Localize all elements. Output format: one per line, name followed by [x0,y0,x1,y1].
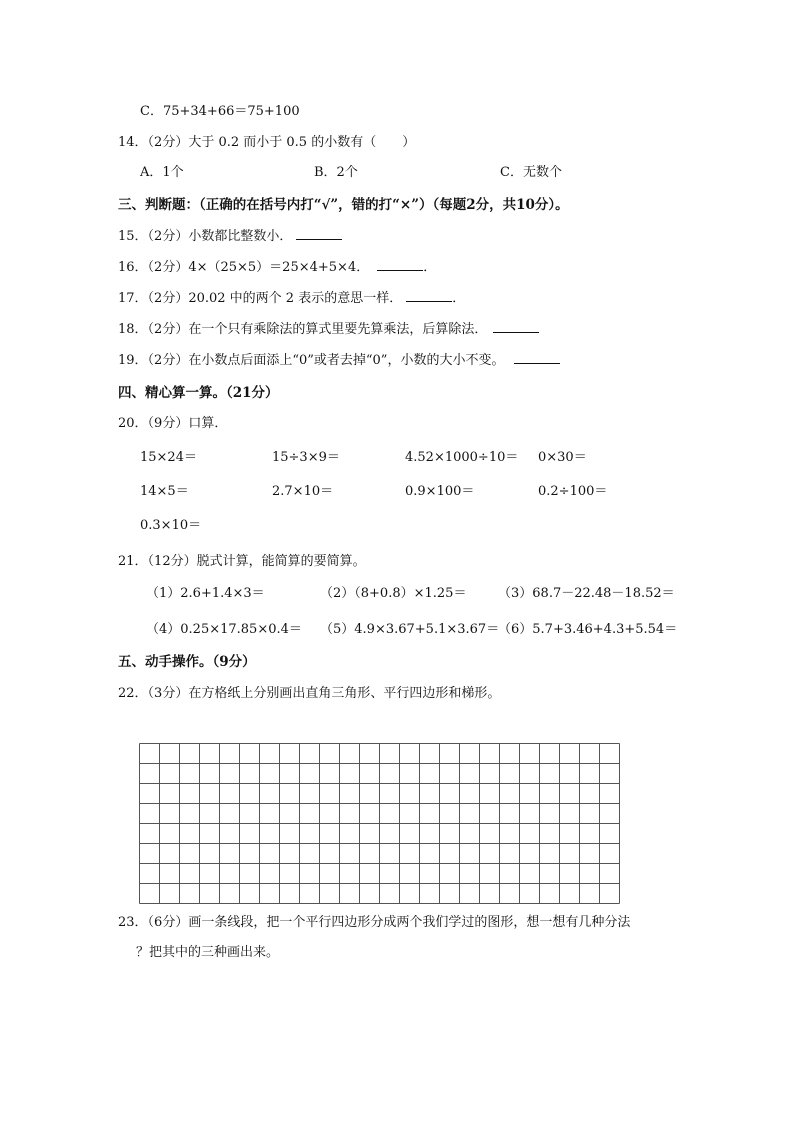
q18-line [118,320,539,340]
answer-blank[interactable] [406,289,452,302]
q21-stem: 21．（12分）脱式计算，能简算的要简算。 [118,554,366,569]
section-3-heading: 三、判断题：（正确的在括号内打“√”，错的打“×”）（每题2分，共10分）。 [118,197,569,213]
q23-line-1: 23．（6分）画一条线段，把一个平行四边形分成两个我们学过的图形，想一想有几种分法 [118,915,631,930]
q21-item: （3）68.7－22.48－18.52＝ [498,586,675,601]
q13-option-c: C．75+34+66＝75+100 [140,104,300,119]
q14-option-a: A．1个 [140,165,184,180]
q15-line [118,227,342,247]
answer-blank[interactable] [493,320,539,333]
q21-item: （1）2.6+1.4×3＝ [146,586,265,601]
q20-item: 4.52×1000÷10＝ [405,450,519,465]
q16-line [118,258,436,278]
q21-item: （5）4.9×3.67+5.1×3.67＝ [320,622,500,637]
q23-line-2: ？把其中的三种画出来。 [136,945,280,960]
q20-stem: 20．（9分）口算． [118,416,228,431]
q14-stem: 14．（2分）大于 0.2 而小于 0.5 的小数有（ ） [118,135,416,150]
q19-line [118,351,560,371]
q14-option-c: C．无数个 [500,165,562,180]
q22-stem: 22．（3分）在方格纸上分别画出直角三角形、平行四边形和梯形。 [118,686,501,701]
answer-blank[interactable] [296,227,342,240]
graph-paper-grid[interactable] [139,743,621,905]
q17-text: 17．（2分）20.02 中的两个 2 表示的意思一样． [118,291,403,306]
q20-item: 2.7×10＝ [272,484,334,499]
q20-item: 15×24＝ [140,450,197,465]
q20-item: 0.2÷100＝ [538,484,608,499]
section-5-heading: 五、动手操作。（9分） [118,654,256,670]
q21-item: （6）5.7+3.46+4.3+5.54＝ [498,622,678,637]
q17-line [118,289,465,309]
q16-tail: ． [423,260,437,275]
q20-item: 15÷3×9＝ [272,450,340,465]
q21-item: （2）（8+0.8）×1.25＝ [320,586,467,601]
q18-text: 18．（2分）在一个只有乘除法的算式里要先算乘法，后算除法． [118,322,488,337]
q20-item: 14×5＝ [140,484,189,499]
q14-option-b: B．2个 [314,165,358,180]
section-4-heading: 四、精心算一算。（21分） [118,385,279,401]
q16-text: 16．（2分）4×（25×5）＝25×4+5×4． [118,260,370,275]
q17-tail: ． [452,291,466,306]
q20-item: 0.3×10＝ [140,518,202,533]
q20-item: 0×30＝ [538,450,587,465]
answer-blank[interactable] [377,258,423,271]
q19-text: 19．（2分）在小数点后面添上“0”或者去掉“0”，小数的大小不变。 [118,353,505,368]
answer-blank[interactable] [514,351,560,364]
q15-text: 15．（2分）小数都比整数小． [118,229,293,244]
q21-item: （4）0.25×17.85×0.4＝ [146,622,302,637]
q20-item: 0.9×100＝ [405,484,475,499]
